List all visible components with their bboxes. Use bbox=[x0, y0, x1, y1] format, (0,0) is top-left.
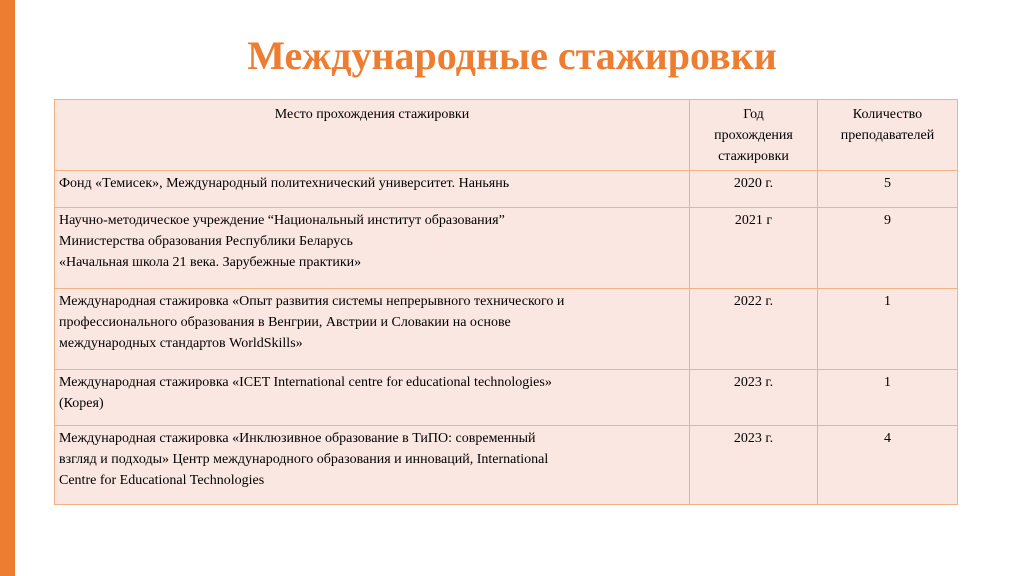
table-row bbox=[55, 426, 958, 505]
table-row bbox=[55, 370, 958, 426]
cell-year: 2023 г. bbox=[690, 426, 818, 505]
header-year-line: стажировки bbox=[718, 149, 789, 164]
internships-table bbox=[54, 99, 958, 505]
cell-year: 2021 г bbox=[690, 208, 818, 289]
place-line: Международная стажировка «ICET International centre for educational technologies» bbox=[59, 375, 552, 390]
cell-count: 4 bbox=[818, 426, 958, 505]
cell-count: 1 bbox=[818, 289, 958, 370]
header-count bbox=[818, 100, 958, 171]
cell-place bbox=[55, 426, 690, 505]
cell-place bbox=[55, 208, 690, 289]
place-line: Научно-методическое учреждение “Национальный институт образования” bbox=[59, 213, 505, 228]
table-row bbox=[55, 171, 958, 208]
place-line: (Корея) bbox=[59, 396, 104, 411]
accent-bar bbox=[0, 0, 15, 576]
header-count-line: преподавателей bbox=[840, 128, 935, 143]
place-line: Международная стажировка «Опыт развития системы непрерывного технического и bbox=[59, 294, 565, 309]
place-line: взгляд и подходы» Центр международного образования и инноваций, International bbox=[59, 452, 549, 467]
table-row bbox=[55, 208, 958, 289]
place-line: Министерства образования Республики Беларусь bbox=[59, 234, 353, 249]
place-line: международных стандартов WorldSkills» bbox=[59, 336, 303, 351]
cell-count: 5 bbox=[818, 171, 958, 208]
cell-year: 2020 г. bbox=[690, 171, 818, 208]
cell-year: 2023 г. bbox=[690, 370, 818, 426]
slide-title: Международные стажировки bbox=[247, 33, 777, 78]
header-row bbox=[55, 100, 958, 171]
cell-year: 2022 г. bbox=[690, 289, 818, 370]
header-year-line: Год bbox=[743, 107, 764, 122]
header-year-line: прохождения bbox=[714, 128, 793, 143]
place-line: Фонд «Темисек», Международный политехнический университет. Наньянь bbox=[59, 176, 510, 191]
place-line: «Начальная школа 21 века. Зарубежные практики» bbox=[59, 255, 362, 270]
cell-place bbox=[55, 370, 690, 426]
cell-count: 1 bbox=[818, 370, 958, 426]
cell-count: 9 bbox=[818, 208, 958, 289]
place-line: Международная стажировка «Инклюзивное образование в ТиПО: современный bbox=[59, 431, 536, 446]
header-count-line: Количество bbox=[852, 107, 923, 122]
header-place: Место прохождения стажировки bbox=[55, 100, 690, 171]
place-line: профессионального образования в Венгрии, Австрии и Словакии на основе bbox=[59, 315, 511, 330]
cell-place bbox=[55, 289, 690, 370]
table-row bbox=[55, 289, 958, 370]
place-line: Centre for Educational Technologies bbox=[59, 473, 265, 488]
header-year bbox=[690, 100, 818, 171]
cell-place bbox=[55, 171, 690, 208]
